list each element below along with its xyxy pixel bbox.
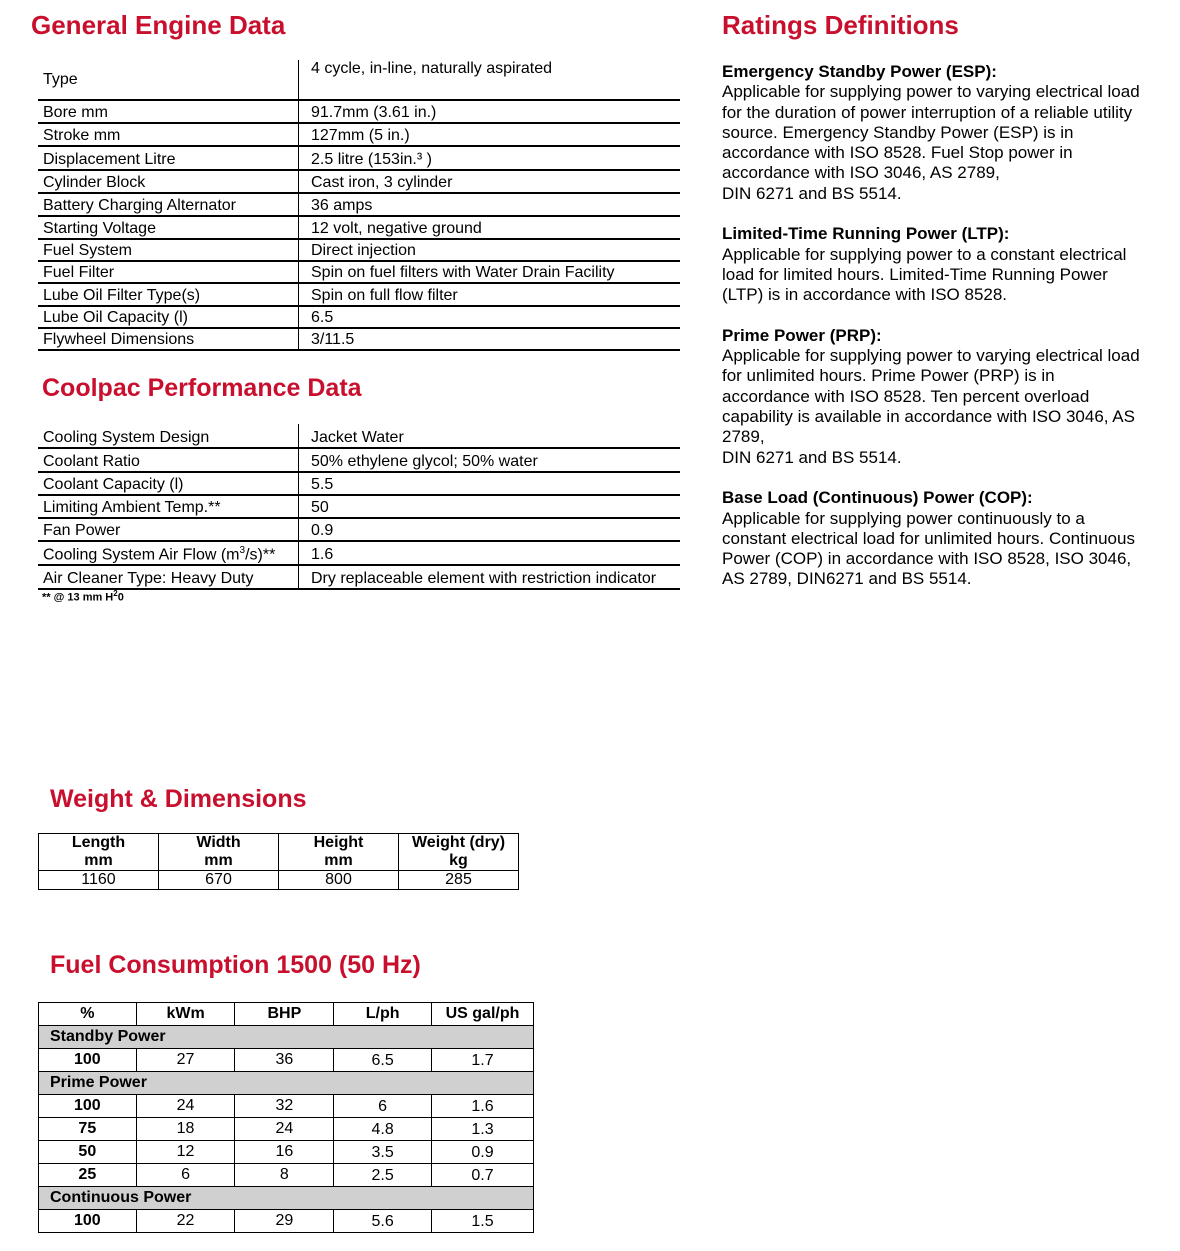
spec-label: Cooling System Design: [38, 424, 299, 448]
fuel-data-row: [39, 1164, 534, 1187]
rating-definition: [722, 488, 1142, 589]
ratings-definitions-heading: Ratings Definitions: [722, 10, 959, 40]
weight-dimensions-heading: Weight & Dimensions: [50, 785, 307, 813]
spec-row: [38, 216, 680, 239]
weight-value: 670: [159, 871, 279, 890]
weight-row: [39, 871, 519, 890]
spec-value: 127mm (5 in.): [299, 123, 681, 146]
fuel-cell: 1.3: [432, 1118, 534, 1141]
spec-row: [38, 541, 680, 565]
spec-row: [38, 60, 680, 100]
spec-value: 1.6: [299, 541, 681, 565]
fuel-cell: 0.7: [432, 1164, 534, 1187]
fuel-cell: 24: [136, 1095, 235, 1118]
spec-label: Limiting Ambient Temp.**: [38, 495, 299, 518]
spec-row: [38, 328, 680, 350]
rating-definition: [722, 62, 1142, 204]
rating-definition: [722, 326, 1142, 468]
fuel-cell: 3.5: [334, 1141, 432, 1164]
spec-label: Displacement Litre: [38, 146, 299, 170]
spec-row: [38, 448, 680, 472]
weight-value: 1160: [39, 871, 159, 890]
spec-label: Fuel Filter: [38, 261, 299, 283]
fuel-section-row: [39, 1187, 534, 1210]
fuel-cell: 6: [136, 1164, 235, 1187]
fuel-cell: 100: [39, 1095, 137, 1118]
weight-value: 800: [279, 871, 399, 890]
spec-row: [38, 170, 680, 193]
fuel-cell: 2.5: [334, 1164, 432, 1187]
spec-value: 91.7mm (3.61 in.): [299, 100, 681, 123]
spec-label: Air Cleaner Type: Heavy Duty: [38, 565, 299, 589]
fuel-cell: 100: [39, 1049, 137, 1072]
spec-row: [38, 193, 680, 216]
rating-title: Limited-Time Running Power (LTP):: [722, 224, 1010, 244]
fuel-header: BHP: [235, 1003, 334, 1026]
rating-body: Applicable for supplying power continuously to a constant electrical load for unlimited hours. Continuous Power (COP) in accordance with ISO 8528, ISO 3046, AS 2789, DIN6271 and BS 5514.: [722, 508, 1135, 589]
spec-row: [38, 239, 680, 261]
spec-value: 50: [299, 495, 681, 518]
spec-row: [38, 283, 680, 306]
spec-row: [38, 424, 680, 448]
fuel-data-row: [39, 1141, 534, 1164]
spec-label: Lube Oil Capacity (l): [38, 306, 299, 328]
fuel-section-label: Prime Power: [39, 1072, 534, 1095]
spec-row: [38, 261, 680, 283]
fuel-cell: 29: [235, 1210, 334, 1233]
fuel-cell: 22: [136, 1210, 235, 1233]
spec-label: Cylinder Block: [38, 170, 299, 193]
rating-body-tail: DIN 6271 and BS 5514.: [722, 183, 902, 203]
superscript: 3: [239, 545, 246, 556]
fuel-data-row: [39, 1210, 534, 1233]
fuel-cell: 1.6: [432, 1095, 534, 1118]
fuel-cell: 1.7: [432, 1049, 534, 1072]
spec-label: Type: [38, 60, 299, 100]
fuel-header: US gal/ph: [432, 1003, 534, 1026]
rating-body-tail: DIN 6271 and BS 5514.: [722, 447, 902, 467]
spec-value: 2.5 litre (153in.³ ): [299, 146, 681, 170]
spec-row: [38, 146, 680, 170]
ratings-definitions: [722, 62, 1142, 610]
spec-label: Bore mm: [38, 100, 299, 123]
fuel-cell: 16: [235, 1141, 334, 1164]
spec-value: Direct injection: [299, 239, 681, 261]
fuel-cell: 75: [39, 1118, 137, 1141]
fuel-cell: 100: [39, 1210, 137, 1233]
rating-title: Base Load (Continuous) Power (COP):: [722, 488, 1033, 508]
fuel-cell: 1.5: [432, 1210, 534, 1233]
rating-title: Emergency Standby Power (ESP):: [722, 62, 997, 81]
fuel-section-row: [39, 1072, 534, 1095]
spec-label: Stroke mm: [38, 123, 299, 146]
fuel-data-row: [39, 1049, 534, 1072]
spec-value: 0.9: [299, 518, 681, 541]
spec-label: Fan Power: [38, 518, 299, 541]
weight-unit: kg: [399, 852, 519, 871]
fuel-cell: 25: [39, 1164, 137, 1187]
weight-header: Length: [39, 834, 159, 853]
general-engine-data-table: [38, 60, 680, 351]
fuel-header: %: [39, 1003, 137, 1026]
weight-header: Width: [159, 834, 279, 853]
spec-label: Starting Voltage: [38, 216, 299, 239]
spec-value: 6.5: [299, 306, 681, 328]
fuel-cell: 12: [136, 1141, 235, 1164]
spec-value: 50% ethylene glycol; 50% water: [299, 448, 681, 472]
spec-label: Fuel System: [38, 239, 299, 261]
spec-label: Coolant Capacity (l): [38, 472, 299, 495]
spec-label: Coolant Ratio: [38, 448, 299, 472]
fuel-cell: 50: [39, 1141, 137, 1164]
spec-value: 36 amps: [299, 193, 681, 216]
spec-row: [38, 565, 680, 589]
spec-value: Jacket Water: [299, 424, 681, 448]
spec-value: 3/11.5: [299, 328, 681, 350]
fuel-section-row: [39, 1026, 534, 1049]
weight-value: 285: [399, 871, 519, 890]
rating-body: Applicable for supplying power to varying electrical load for the duration of power interruption of a reliable utility source. Emergency Standby Power (ESP) is in accordance with ISO 8528. Fuel Stop power in accordance with ISO 3046, AS 2789,: [722, 82, 1140, 183]
fuel-cell: 4.8: [334, 1118, 432, 1141]
fuel-header: L/ph: [334, 1003, 432, 1026]
fuel-cell: 6: [334, 1095, 432, 1118]
fuel-header-row: [39, 1003, 534, 1026]
spec-row: [38, 518, 680, 541]
weight-unit: mm: [279, 852, 399, 871]
fuel-cell: 8: [235, 1164, 334, 1187]
rating-body: Applicable for supplying power to varying electrical load for unlimited hours. Prime Power (PRP) is in accordance with ISO 8528. Ten percent overload capability is available in accordance with ISO 3046, AS 2789,: [722, 346, 1140, 447]
spec-label: Lube Oil Filter Type(s): [38, 283, 299, 306]
rating-title: Prime Power (PRP):: [722, 325, 882, 345]
fuel-cell: 36: [235, 1049, 334, 1072]
fuel-cell: 32: [235, 1095, 334, 1118]
fuel-cell: 6.5: [334, 1049, 432, 1072]
spec-row: [38, 495, 680, 518]
fuel-data-row: [39, 1095, 534, 1118]
fuel-header: kWm: [136, 1003, 235, 1026]
spec-row: [38, 306, 680, 328]
fuel-consumption-table: [38, 1002, 534, 1233]
weight-unit: mm: [159, 852, 279, 871]
weight-row: [39, 834, 519, 853]
spec-row: [38, 100, 680, 123]
fuel-consumption-heading: Fuel Consumption 1500 (50 Hz): [50, 951, 421, 979]
fuel-data-row: [39, 1118, 534, 1141]
fuel-cell: 0.9: [432, 1141, 534, 1164]
general-engine-data-heading: General Engine Data: [31, 10, 286, 40]
spec-value: 5.5: [299, 472, 681, 495]
weight-dimensions-table: [38, 833, 519, 890]
rating-definition: [722, 224, 1142, 305]
weight-row: [39, 852, 519, 871]
coolpac-heading: Coolpac Performance Data: [42, 374, 362, 402]
fuel-cell: 18: [136, 1118, 235, 1141]
spec-value: 12 volt, negative ground: [299, 216, 681, 239]
weight-header: Height: [279, 834, 399, 853]
spec-label: Battery Charging Alternator: [38, 193, 299, 216]
spec-label: Flywheel Dimensions: [38, 328, 299, 350]
spec-value: Spin on full flow filter: [299, 283, 681, 306]
fuel-section-label: Standby Power: [39, 1026, 534, 1049]
spec-value: 4 cycle, in-line, naturally aspirated: [299, 60, 681, 100]
coolpac-table: [38, 424, 680, 590]
weight-header: Weight (dry): [399, 834, 519, 853]
spec-row: [38, 472, 680, 495]
fuel-cell: 5.6: [334, 1210, 432, 1233]
fuel-cell: 27: [136, 1049, 235, 1072]
spec-label: Cooling System Air Flow $(m^3/s)**$: [38, 541, 299, 565]
fuel-cell: 24: [235, 1118, 334, 1141]
spec-value: Cast iron, 3 cylinder: [299, 170, 681, 193]
rating-body: Applicable for supplying power to a constant electrical load for limited hours. Limited-Time Running Power (LTP) is in accordance with ISO 8528.: [722, 244, 1127, 305]
spec-row: [38, 123, 680, 146]
weight-unit: mm: [39, 852, 159, 871]
superscript: 2: [113, 589, 118, 598]
spec-value: Dry replaceable element with restriction indicator: [299, 565, 681, 589]
coolpac-footnote: ** @ 13 mm $H^20$: [42, 589, 124, 604]
fuel-section-label: Continuous Power: [39, 1187, 534, 1210]
spec-value: Spin on fuel filters with Water Drain Facility: [299, 261, 681, 283]
